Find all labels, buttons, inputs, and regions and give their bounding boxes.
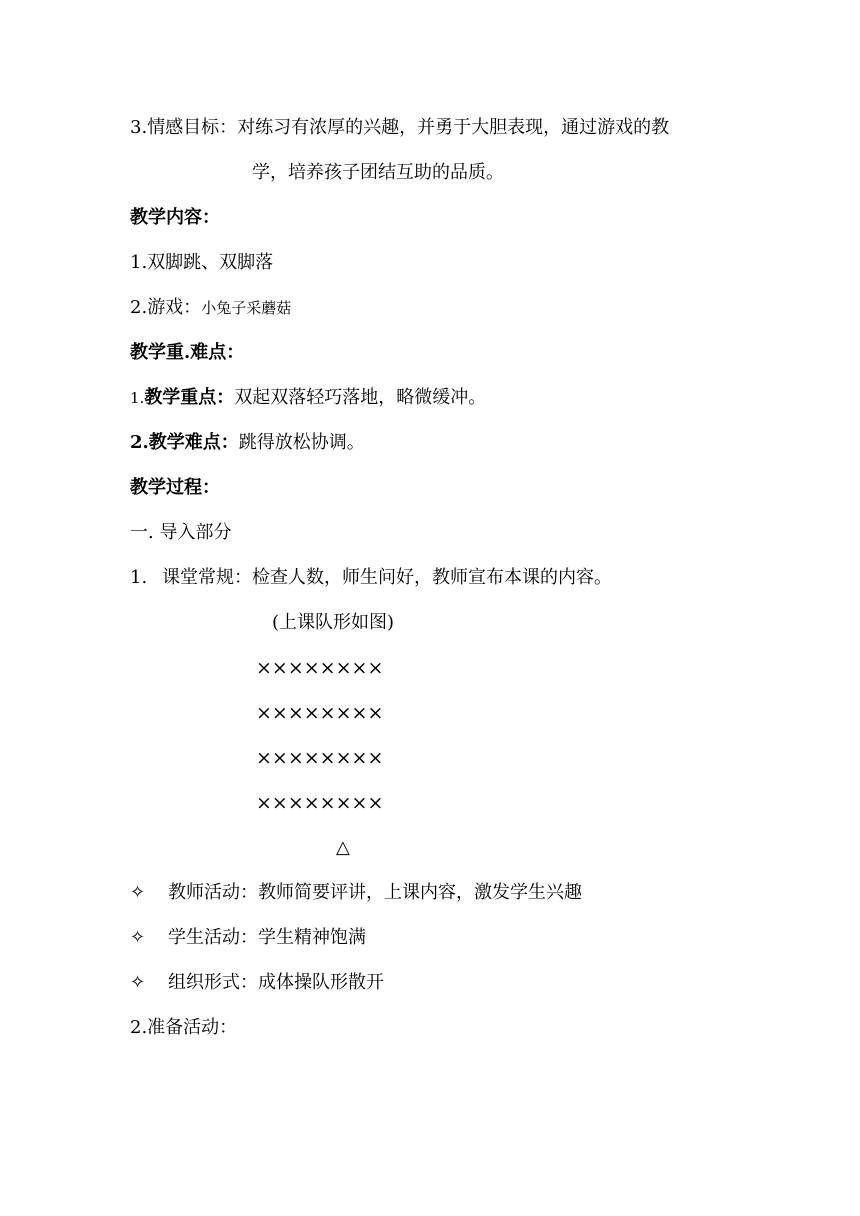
- formation-row-2: ××××××××: [256, 702, 384, 724]
- goal3-label: 情感目标：: [147, 117, 238, 138]
- bullet-student-activity-text: 学生活动：学生精神饱满: [168, 927, 366, 948]
- keypoint-1-text: 双起双落轻巧落地，略微缓冲。: [234, 387, 487, 408]
- teacher-triangle-icon: △: [336, 837, 350, 858]
- goal3-prefix: 3.: [130, 117, 148, 138]
- goal3-line: [130, 116, 669, 140]
- keypoint-2-text: 跳得放松协调。: [238, 432, 365, 453]
- keypoint-2: [130, 431, 365, 455]
- bullet-student-activity: [130, 926, 366, 950]
- keypoint-1-label: 教学重点：: [144, 387, 235, 408]
- goal3-text: 对练习有浓厚的兴趣，并勇于大胆表现，通过游戏的教: [237, 117, 670, 138]
- content-item-2-game: 小兔子采蘑菇: [201, 299, 292, 317]
- content-item-2-text: 游戏：: [147, 297, 202, 318]
- keypoint-2-label: 教学难点：: [148, 432, 239, 453]
- step-2-heading: 2.准备活动：: [130, 1017, 238, 1038]
- bullet-teacher-activity-text: 教师活动：教师简要评讲，上课内容，激发学生兴趣: [168, 882, 582, 903]
- content-item-2-num: 2.: [130, 297, 148, 318]
- step-1-text: 课堂常规：检查人数，师生问好，教师宣布本课的内容。: [162, 567, 612, 588]
- process-heading: 教学过程：: [130, 477, 220, 498]
- content-item-1-text: 双脚跳、双脚落: [147, 252, 274, 273]
- bullet-teacher-activity: [130, 881, 582, 905]
- content-item-1: [130, 251, 273, 275]
- bullet-organization-text: 组织形式：成体操队形散开: [168, 972, 384, 993]
- diamond-star-icon: ✧: [130, 927, 146, 948]
- formation-row-4: ××××××××: [256, 792, 384, 814]
- keypoint-1: [130, 386, 486, 410]
- diamond-star-icon: ✧: [130, 972, 146, 993]
- formation-caption: (上课队形如图): [272, 612, 395, 633]
- goal3-continuation: 学，培养孩子团结互助的品质。: [252, 162, 504, 183]
- keypoints-heading: 教学重.难点：: [130, 342, 245, 363]
- bullet-organization: [130, 971, 384, 995]
- step-1-num: 1.: [130, 567, 148, 588]
- keypoint-2-num: 2.: [130, 432, 149, 453]
- content-heading: 教学内容：: [130, 207, 220, 228]
- step-1: [130, 566, 612, 590]
- keypoint-1-num: 1.: [130, 389, 145, 407]
- diamond-star-icon: ✧: [130, 882, 146, 903]
- formation-row-3: ××××××××: [256, 747, 384, 769]
- content-item-1-num: 1.: [130, 252, 148, 273]
- formation-row-1: ××××××××: [256, 657, 384, 679]
- content-item-2: [130, 296, 291, 320]
- section-1-heading: 一. 导入部分: [130, 522, 232, 543]
